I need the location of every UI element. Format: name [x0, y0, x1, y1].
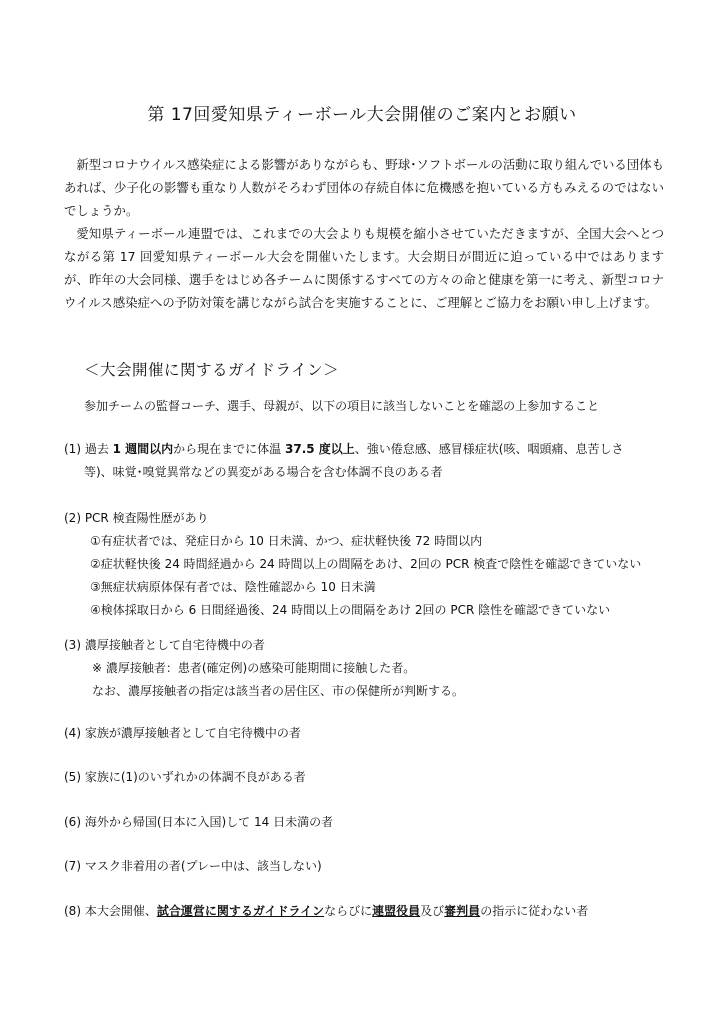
intro-section	[64, 153, 664, 314]
item-8-emphasis-guideline: 試合運営に関するガイドライン	[156, 904, 325, 918]
item-1-line-2: 等)、味覚･嗅覚異常などの異変がある場合を含む体調不良のある者	[84, 465, 443, 479]
item-8-text-c: ならびに	[324, 904, 373, 918]
item-8-emphasis-umpires: 審判員	[444, 904, 481, 918]
guideline-item-1	[64, 438, 664, 484]
item-8-text-g: の指示に従わない者	[480, 904, 589, 918]
item-2-sub-2: ②症状軽快後 24 時間経過から 24 時間以上の間隔をあけ、2回の PCR 検査で陰性を確認できていない	[90, 557, 642, 571]
item-1-text-c: から現在までに体温	[173, 442, 285, 456]
item-2-sub-3: ③無症状病原体保有者では、陰性確認から 10 日未満	[90, 580, 376, 594]
item-2-heading: (2) PCR 検査陽性歴があり	[64, 511, 209, 525]
item-2-sub-4: ④検体採取日から 6 日間経過後、24 時間以上の間隔をあけ 2回の PCR 陰性を確認できていない	[90, 603, 611, 617]
item-8-text-a: (8) 本大会開催、	[64, 904, 157, 918]
guideline-heading: ＜大会開催に関するガイドライン＞	[84, 361, 340, 379]
item-1-text-a: (1) 過去	[64, 442, 113, 456]
document-title: 第 17回愛知県ティーボール大会開催のご案内とお願い	[147, 105, 577, 125]
item-1-line-1	[64, 438, 664, 461]
guideline-item-3	[64, 634, 664, 703]
intro-paragraph-2: 愛知県ティーボール連盟では、これまでの大会よりも規模を縮小させていただきますが、全国大会へとつながる第 17 回愛知県ティーボール大会を開催いたします。大会期日が間近に迫っている中ではありますが、昨年の大会同様、選手をはじめ各チームに関係するすべての方々の命と健康を第一に考え、新型コロナウイルス感染症への予防対策を講じながら試合を実施することに、ご理解とご協力をお願い申し上げます。	[64, 226, 664, 310]
item-3-note-1: ※ 濃厚接触者：患者(確定例)の感染可能期間に接触した者。	[92, 661, 416, 675]
guideline-item-8	[64, 900, 664, 923]
item-1-emphasis-week: 1 週間以内	[112, 442, 174, 456]
guideline-item-6: (6) 海外から帰国(日本に入国)して 14 日未満の者	[64, 815, 334, 829]
guideline-item-5: (5) 家族に(1)のいずれかの体調不良がある者	[64, 770, 306, 784]
item-3-heading: (3) 濃厚接触者として自宅待機中の者	[64, 638, 265, 652]
item-2-sub-1: ①有症状者では、発症日から 10 日未満、かつ、症状軽快後 72 時間以内	[90, 534, 483, 548]
intro-paragraph-1: 新型コロナウイルス感染症による影響がありながらも、野球･ソフトボールの活動に取り組んでいる団体もあれば、少子化の影響も重なり人数がそろわず団体の存続自体に危機感を抱いている方もみえるのではないでしょうか。	[64, 157, 664, 218]
guideline-item-4: (4) 家族が濃厚接触者として自宅待機中の者	[64, 726, 301, 740]
item-1-text-e: 、強い倦怠感、感冒様症状(咳、咽頭痛、息苦しさ	[354, 442, 624, 456]
item-3-note-2: なお、濃厚接触者の指定は該当者の居住区、市の保健所が判断する。	[92, 684, 465, 698]
guideline-lead: 参加チームの監督コーチ、選手、母親が、以下の項目に該当しないことを確認の上参加すること	[84, 399, 600, 413]
guideline-item-2	[64, 507, 664, 622]
item-8-emphasis-officers: 連盟役員	[372, 904, 421, 918]
item-1-emphasis-temperature: 37.5 度以上	[285, 442, 355, 456]
guideline-item-7: (7) マスク非着用の者(プレー中は、該当しない)	[64, 859, 322, 873]
item-8-text-e: 及び	[420, 904, 445, 918]
